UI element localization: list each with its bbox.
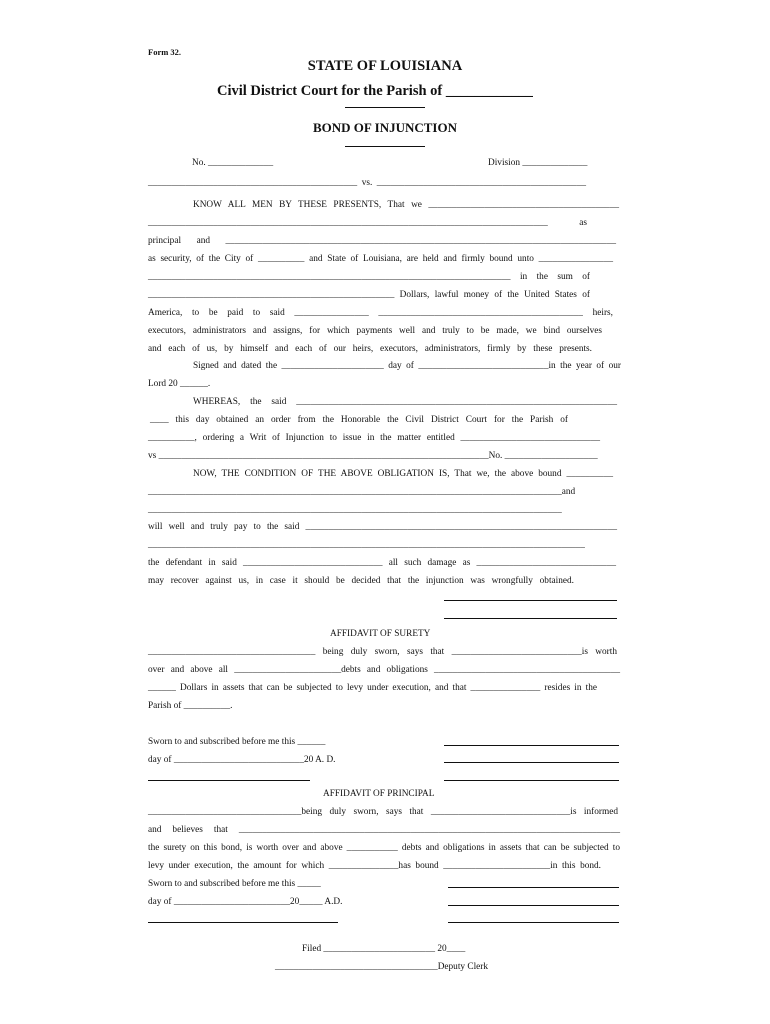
surety-witness-line-right bbox=[444, 780, 619, 781]
title-divider-2 bbox=[345, 146, 425, 147]
bond-line: may recover against us, in case it should be decided that the injunction was wrongfully obtained. bbox=[148, 576, 574, 586]
principal-day: day of _________________________20_____ A.D. bbox=[148, 897, 343, 907]
deputy-clerk-line: ___________________________________Deputy Clerk bbox=[275, 962, 489, 972]
affidavit-surety-heading: AFFIDAVIT OF SURETY bbox=[330, 629, 431, 639]
principal-sworn: Sworn to and subscribed before me this _____ bbox=[148, 879, 321, 889]
surety-notary-signature-line bbox=[444, 745, 619, 746]
principal-notary-signature-line bbox=[448, 887, 619, 888]
bond-line: _________________________________________________________________________________________and bbox=[148, 487, 576, 497]
bond-line: NOW, THE CONDITION OF THE ABOVE OBLIGATION IS, That we, the above bound __________ bbox=[193, 469, 613, 479]
principal-line: _________________________________being duly sworn, says that ______________________________is informed bbox=[148, 807, 618, 817]
surety-sworn: Sworn to and subscribed before me this ______ bbox=[148, 737, 326, 747]
bond-signature-line-1 bbox=[444, 600, 617, 601]
bond-line: America, to be paid to said ________________ ____________________________________________ heirs, bbox=[148, 308, 613, 318]
case-division: Division ______________ bbox=[488, 158, 588, 168]
bond-line: as security, of the City of __________ and State of Louisiana, are held and firmly bound unto ________________ bbox=[148, 254, 613, 264]
surety-notary-title-line bbox=[444, 762, 619, 763]
surety-line: over and above all _______________________debts and obligations ________________________________________ bbox=[148, 665, 620, 675]
principal-line: and believes that __________________________________________________________________________________ bbox=[148, 825, 620, 835]
surety-witness-line-left bbox=[148, 780, 310, 781]
bond-line: KNOW ALL MEN BY THESE PRESENTS, That we _________________________________________ bbox=[193, 200, 619, 210]
surety-line: Parish of __________. bbox=[148, 701, 233, 711]
title-bond: BOND OF INJUNCTION bbox=[313, 120, 457, 135]
case-number: No. ______________ bbox=[192, 158, 274, 168]
bond-line: Signed and dated the ______________________ day of ____________________________in the year of our bbox=[193, 361, 621, 371]
bond-line: __________, ordering a Writ of Injunction to issue in the matter entitled ______________________________ bbox=[148, 433, 600, 443]
bond-line: principal and ____________________________________________________________________________________ bbox=[148, 236, 616, 246]
bond-line: ____ this day obtained an order from the Honorable the Civil District Court for the Parish of bbox=[150, 415, 568, 425]
title-state: STATE OF LOUISIANA bbox=[307, 58, 463, 74]
affidavit-principal-heading: AFFIDAVIT OF PRINCIPAL bbox=[323, 789, 435, 799]
bond-line: ______________________________________________________________________________________________ bbox=[148, 540, 585, 550]
title-court: Civil District Court for the Parish of ____________ bbox=[217, 83, 533, 99]
title-divider-1 bbox=[345, 107, 425, 108]
surety-line: ______ Dollars in assets that can be subjected to levy under execution, and that _______________ resides in the bbox=[148, 683, 597, 693]
case-parties: _____________________________________________ vs. _____________________________________________ bbox=[148, 178, 586, 188]
principal-line: the surety on this bond, is worth over and above ___________ debts and obligations in assets that can be subjected to bbox=[148, 843, 620, 853]
form-number: Form 32. bbox=[148, 47, 182, 57]
principal-witness-line-right bbox=[448, 922, 619, 923]
bond-line: executors, administrators and assigns, for which payments well and truly to be made, we bind ourselves bbox=[148, 326, 602, 336]
principal-witness-line-left bbox=[148, 922, 338, 923]
bond-line: vs _______________________________________________________________________No. ____________________ bbox=[148, 451, 598, 461]
bond-line: the defendant in said ______________________________ all such damage as ______________________________ bbox=[148, 558, 616, 568]
bond-line: _____________________________________________________ Dollars, lawful money of the United States of bbox=[148, 290, 590, 300]
bond-line: Lord 20 ______. bbox=[148, 379, 211, 389]
bond-line: _________________________________________________________________________________________ bbox=[148, 505, 562, 515]
bond-signature-line-2 bbox=[444, 618, 617, 619]
surety-day: day of ____________________________20 A. D. bbox=[148, 755, 336, 765]
surety-line: ____________________________________ being duly sworn, says that ____________________________is worth bbox=[148, 647, 617, 657]
principal-line: levy under execution, the amount for which _______________has bound _______________________in this bond. bbox=[148, 861, 601, 871]
bond-line: WHEREAS, the said _____________________________________________________________________ bbox=[193, 397, 617, 407]
filed-line: Filed ________________________ 20____ bbox=[302, 944, 466, 954]
bond-line: ______________________________________________________________________________ in the sum of bbox=[148, 272, 590, 282]
bond-line: will well and truly pay to the said ___________________________________________________________________ bbox=[148, 522, 617, 532]
bond-line: and each of us, by himself and each of our heirs, executors, administrators, firmly by these presents. bbox=[148, 344, 592, 354]
bond-line: ______________________________________________________________________________________ as bbox=[148, 218, 587, 228]
principal-notary-title-line bbox=[448, 905, 619, 906]
